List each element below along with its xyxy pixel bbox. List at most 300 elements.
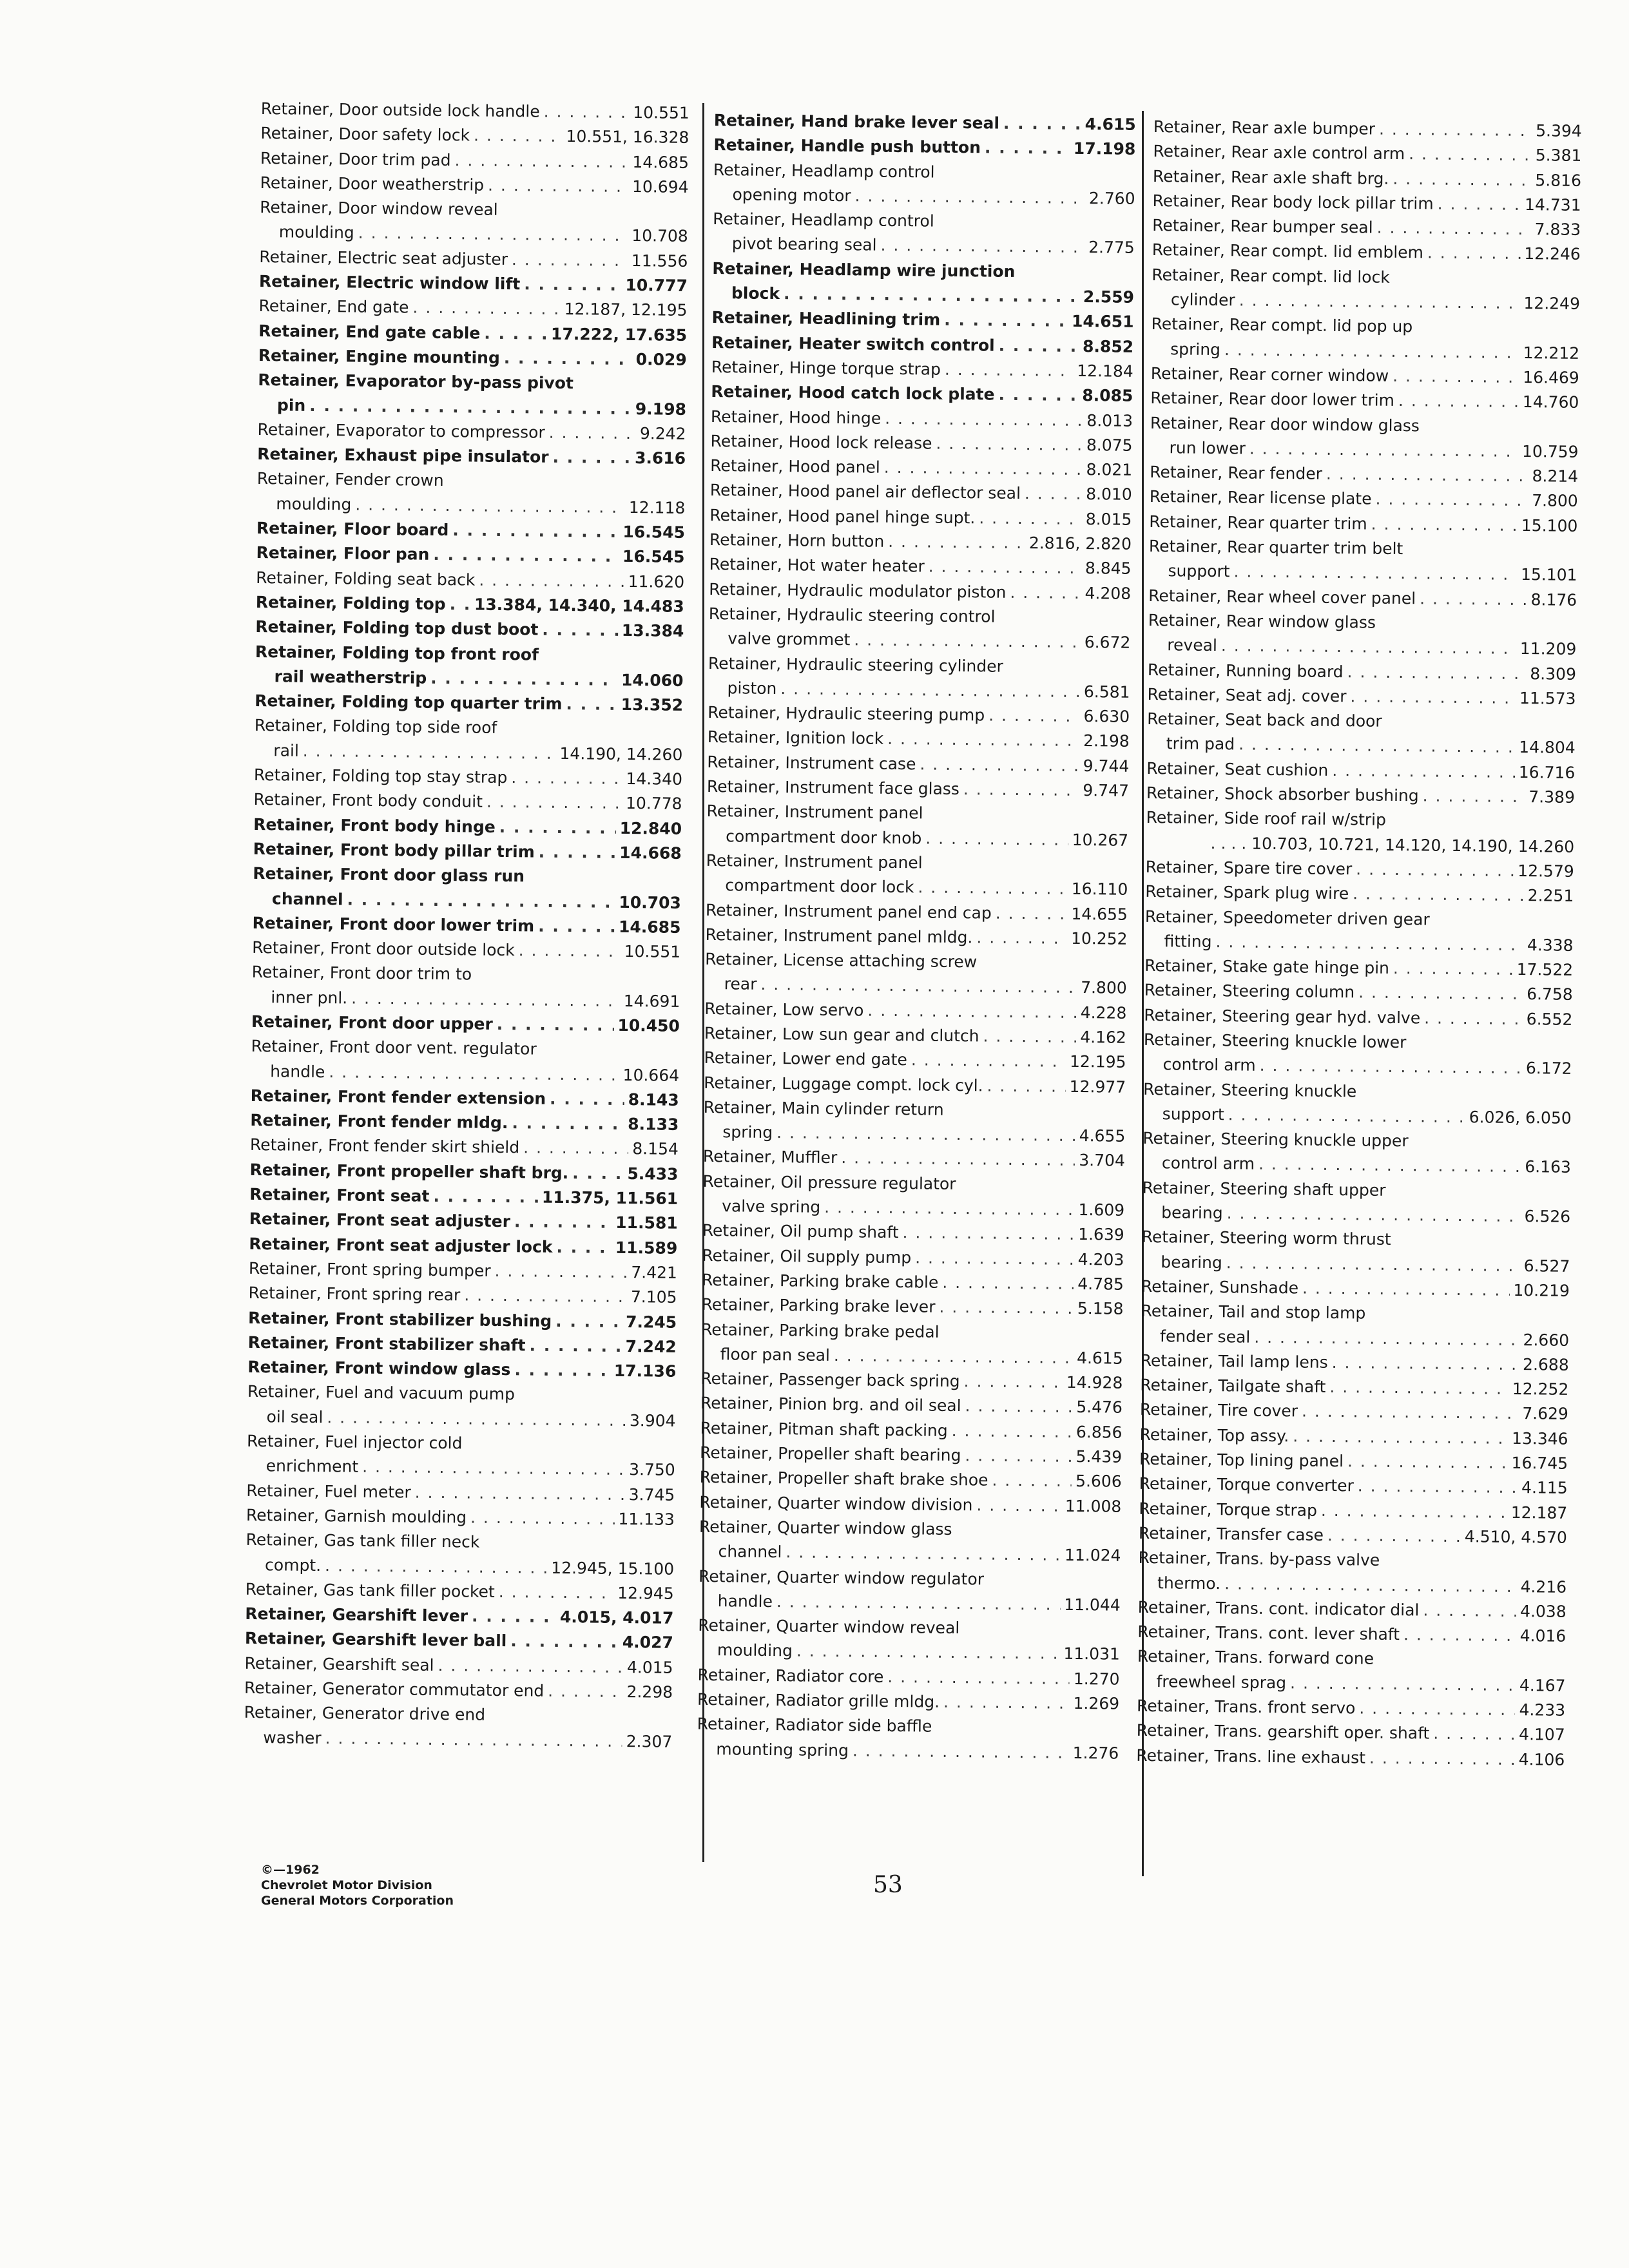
entry-page-ref: 2.816, 2.820 [1028, 533, 1132, 553]
entry-page-ref: 7.105 [630, 1287, 677, 1307]
leader-dots [1359, 1696, 1516, 1722]
index-entry [712, 256, 1135, 310]
entry-page-ref: 11.209 [1519, 639, 1577, 659]
leader-dots: . . . . [1210, 833, 1252, 853]
leader-dots [998, 383, 1078, 408]
leader-dots [987, 1073, 1065, 1099]
index-entry [703, 1095, 1126, 1149]
entry-page-ref: 10.551, 16.328 [566, 127, 689, 148]
leader-dots [1353, 882, 1524, 908]
entry-label: Retainer, Hood lock release [710, 431, 932, 453]
entry-label: Retainer, Hand brake lever seal [713, 110, 1000, 133]
index-entry [1141, 1225, 1570, 1279]
leader-dots [1393, 364, 1519, 390]
entry-label: Retainer, Instrument panel [706, 802, 923, 823]
leader-dots [412, 296, 561, 322]
index-entry [247, 1429, 676, 1483]
entry-page-ref: 5.606 [1075, 1472, 1122, 1492]
entry-label: Retainer, Rear body lock pillar trim [1152, 191, 1434, 213]
entry-label: Retainer, Rear compt. lid pop up [1151, 314, 1413, 336]
entry-label: Retainer, Electric window lift [258, 272, 521, 294]
entry-label: Retainer, Stake gate hinge pin [1144, 956, 1390, 977]
entry-label: Retainer, Low sun gear and clutch [704, 1023, 979, 1046]
entry-label: reveal [1167, 635, 1218, 655]
leader-dots [1358, 981, 1523, 1007]
leader-dots [887, 1665, 1070, 1691]
leader-dots [915, 1245, 1074, 1272]
index-entry [713, 133, 1135, 162]
entry-label: Retainer, Main cylinder return [703, 1097, 944, 1119]
entry-page-ref: 14.691 [623, 991, 680, 1011]
entry-label: Retainer, Front seat adjuster [249, 1209, 511, 1231]
index-entry [247, 1379, 676, 1434]
leader-dots [911, 1048, 1066, 1075]
entry-label: spring [1170, 339, 1221, 359]
entry-label: Retainer, Steering knuckle upper [1142, 1129, 1409, 1151]
entry-label: Retainer, Rear bumper seal [1152, 216, 1373, 237]
entry-page-ref: 12.187, 12.195 [564, 300, 688, 320]
index-entry [1150, 386, 1579, 415]
entry-page-ref: 14.668 [619, 843, 682, 863]
entry-label: Retainer, Folding top stay strap [253, 765, 508, 787]
index-entry [708, 651, 1130, 704]
entry-label: Retainer, Tail and stop lamp [1141, 1302, 1366, 1323]
leader-dots [853, 1738, 1069, 1765]
index-entry [1143, 1077, 1572, 1131]
entry-line [699, 1539, 1121, 1568]
entry-label: Retainer, Front seat adjuster lock [249, 1234, 553, 1256]
index-entry [254, 713, 683, 767]
leader-dots [918, 876, 1068, 902]
entry-label: Retainer, Spare tire cover [1145, 857, 1353, 879]
entry-label: Retainer, Front door upper [251, 1012, 493, 1033]
entry-label: Retainer, Generator commutator end [244, 1678, 545, 1700]
entry-page-ref: 3.616 [634, 448, 686, 468]
entry-page-ref: 10.450 [617, 1015, 680, 1035]
leader-dots [1403, 1622, 1516, 1648]
entry-page-ref: 12.249 [1523, 294, 1581, 314]
leader-dots [518, 938, 620, 964]
leader-dots [1423, 783, 1525, 809]
entry-page-ref: 12.195 [1069, 1052, 1126, 1072]
entry-label: fitting [1164, 932, 1212, 951]
leader-dots [1433, 1722, 1515, 1747]
entry-label: Retainer, Ignition lock [707, 727, 884, 749]
leader-dots [1326, 462, 1528, 489]
entry-label: Retainer, Instrument panel end cap [705, 900, 992, 923]
entry-page-ref: 14.685 [618, 917, 681, 937]
index-entry [1145, 879, 1574, 908]
leader-dots [944, 308, 1068, 334]
entry-page-ref: 2.775 [1088, 238, 1135, 258]
entry-page-ref: 12.212 [1523, 343, 1580, 363]
entry-page-ref: 14.340 [626, 769, 683, 789]
index-column-2 [697, 108, 1136, 1766]
index-entry [1137, 1644, 1566, 1698]
leader-dots [1239, 288, 1520, 316]
leader-dots [992, 1468, 1072, 1494]
entry-label: valve grommet [728, 629, 851, 649]
entry-page-ref: 8.852 [1082, 336, 1134, 356]
entry-label: Retainer, Fuel injector cold [246, 1431, 463, 1453]
entry-page-ref: 13.384 [621, 621, 684, 641]
leader-dots [1233, 560, 1517, 588]
leader-dots [303, 738, 556, 765]
index-entry [1142, 1176, 1571, 1230]
entry-label: Retainer, Hood panel [710, 456, 881, 477]
entry-page-ref: 12.184 [1077, 361, 1133, 381]
entry-label: Retainer, Lower end gate [704, 1048, 908, 1070]
entry-label: channel [271, 889, 343, 908]
entry-page-ref: 7.389 [1528, 787, 1576, 807]
leader-dots [976, 1493, 1061, 1519]
leader-dots [776, 1120, 1075, 1148]
entry-page-ref: 9.242 [639, 424, 686, 443]
leader-dots [325, 1726, 622, 1754]
entry-page-ref: 8.133 [628, 1115, 679, 1135]
entry-page-ref: 7.242 [625, 1336, 677, 1356]
index-entry [1152, 263, 1581, 317]
leader-dots [1224, 338, 1519, 365]
leader-dots [514, 1210, 612, 1236]
entry-page-ref: 4.027 [622, 1633, 674, 1653]
entry-page-ref: 10.703 [619, 892, 682, 912]
page-number: 53 [873, 1872, 903, 1898]
leader-dots [1332, 1350, 1519, 1377]
entry-page-ref: 14.651 [1071, 312, 1134, 332]
leader-dots [1302, 1399, 1519, 1427]
leader-dots [309, 393, 631, 421]
entry-page-ref: 4.510, 4.570 [1464, 1527, 1568, 1547]
entry-line [703, 1144, 1125, 1173]
entry-page-ref: 8.309 [1530, 664, 1577, 684]
entry-label: inner pnl. [271, 987, 348, 1008]
entry-label: Retainer, Electric seat adjuster [259, 247, 508, 269]
entry-page-ref: 14.190, 14.260 [559, 744, 683, 764]
entry-page-ref: 5.158 [1077, 1299, 1124, 1319]
leader-dots [1371, 512, 1518, 538]
entry-label: Retainer, Front seat [249, 1184, 430, 1206]
leader-dots [786, 1541, 1061, 1568]
index-entry [1141, 1299, 1570, 1353]
entry-label: Retainer, Folding top dust boot [255, 617, 539, 639]
leader-dots [824, 1195, 1075, 1222]
entry-page-ref: 11.375, 11.561 [541, 1187, 679, 1208]
entry-page-ref: 4.655 [1079, 1126, 1126, 1146]
entry-page-ref: 6.630 [1083, 707, 1130, 726]
entry-page-ref: 8.143 [628, 1090, 679, 1110]
leader-dots [1375, 487, 1528, 514]
entry-label: Retainer, Rear corner window [1150, 363, 1389, 385]
index-entry [699, 1515, 1121, 1568]
leader-dots [548, 1679, 623, 1705]
leader-dots [555, 1309, 622, 1334]
leader-dots [1350, 684, 1516, 711]
entry-line [255, 615, 684, 644]
index-entry [706, 849, 1128, 902]
entry-page-ref: 3.745 [628, 1485, 675, 1504]
entry-label: Retainer, Seat cushion [1146, 758, 1329, 780]
entry-label: Retainer, Hood hinge [710, 407, 882, 428]
entry-label: handle [717, 1591, 773, 1611]
entry-label: Retainer, Oil pressure regulator [702, 1171, 956, 1193]
leader-dots [1254, 1325, 1519, 1352]
index-entry [255, 639, 684, 693]
leader-dots [566, 692, 617, 717]
leader-dots [572, 1161, 624, 1186]
leader-dots [939, 1295, 1074, 1321]
leader-dots [472, 1604, 556, 1630]
entry-line [699, 1490, 1121, 1519]
entry-label: Retainer, Speedometer driven gear [1144, 907, 1430, 929]
entry-page-ref: 5.381 [1535, 146, 1582, 166]
leader-dots [976, 925, 1067, 951]
entry-page-ref: 11.581 [615, 1213, 678, 1233]
index-entry [258, 368, 687, 422]
entry-page-ref: 14.655 [1071, 904, 1128, 924]
entry-label: Retainer, Heater switch control [711, 332, 995, 355]
entry-label: Retainer, Front door trim to [251, 963, 472, 984]
entry-label: Retainer, Parking brake pedal [701, 1320, 940, 1341]
index-entry [246, 1528, 675, 1582]
entry-page-ref: 5.476 [1076, 1398, 1123, 1418]
leader-dots [549, 421, 637, 447]
leader-dots [1003, 111, 1081, 137]
leader-dots [780, 677, 1080, 704]
entry-label: Retainer, Rear window glass [1148, 610, 1376, 632]
leader-dots [963, 1369, 1063, 1395]
entry-label: Retainer, Rear wheel cover panel [1148, 586, 1416, 608]
leader-dots [484, 321, 547, 346]
entry-page-ref: 2.298 [626, 1682, 673, 1702]
entry-label: Retainer, Luggage compt. lock cyl. [704, 1073, 983, 1095]
entry-page-ref: 17.522 [1516, 960, 1574, 979]
entry-page-ref: 14.685 [632, 152, 689, 172]
index-entry [1152, 238, 1581, 267]
entry-line [713, 133, 1135, 162]
entry-page-ref: 10.778 [625, 794, 682, 814]
index-column-1 [244, 97, 689, 1754]
entry-page-ref: 7.421 [631, 1263, 678, 1282]
entry-page-ref: 16.545 [622, 547, 685, 567]
entry-page-ref: 12.252 [1512, 1379, 1569, 1399]
leader-dots [998, 333, 1079, 359]
entry-page-ref: 12.945 [617, 1583, 674, 1603]
index-entry [1143, 1028, 1572, 1082]
entry-label: Retainer, Folding top side roof [254, 716, 497, 738]
entry-page-ref: 4.015 [626, 1657, 673, 1677]
entry-page-ref: 10.777 [625, 276, 688, 296]
entry-label: Retainer, Gearshift lever [245, 1604, 468, 1626]
index-column-3 [1136, 115, 1582, 1773]
entry-page-ref: 8.010 [1086, 485, 1132, 505]
entry-label: Retainer, Rear compt. lid lock [1152, 265, 1390, 287]
entry-label: Retainer, Rear axle control arm [1153, 142, 1405, 164]
leader-dots [539, 840, 616, 865]
corporation-name: General Motors Corporation [261, 1894, 454, 1908]
entry-label: rail [273, 740, 300, 760]
entry-label: Retainer, Rear door lower trim [1150, 389, 1395, 410]
entry-page-ref: 1.276 [1072, 1743, 1119, 1763]
entry-page-ref: 0.029 [635, 350, 687, 369]
entry-page-ref: 8.214 [1532, 466, 1579, 486]
entry-page-ref: 4.203 [1077, 1249, 1124, 1269]
leader-dots [543, 100, 629, 126]
entry-label: Retainer, Instrument panel mldg. [705, 925, 973, 947]
leader-dots [983, 1024, 1076, 1050]
entry-label: Retainer, Radiator core [697, 1665, 884, 1686]
leader-dots [415, 1480, 625, 1507]
entry-label: Retainer, Hood panel air deflector seal [709, 481, 1021, 503]
leader-dots [511, 765, 622, 791]
leader-dots [552, 445, 631, 471]
entry-page-ref: 17.136 [613, 1361, 677, 1381]
entry-label: Retainer, Top assy. [1139, 1425, 1289, 1446]
index-entry [708, 602, 1131, 655]
entry-label: Retainer, Trans. cont. indicator dial [1137, 1597, 1420, 1620]
entry-label: Retainer, Propeller shaft bearing [699, 1443, 961, 1465]
entry-page-ref: 6.856 [1075, 1422, 1123, 1442]
entry-label: washer [263, 1727, 322, 1747]
entry-label: Retainer, Front stabilizer shaft [247, 1332, 526, 1355]
leader-dots [433, 543, 619, 569]
entry-label: Retainer, Hydraulic steering control [708, 604, 996, 626]
leader-dots [529, 1333, 621, 1359]
leader-dots [1215, 930, 1523, 957]
entry-label: trim pad [1166, 734, 1235, 754]
entry-label: compartment door lock [725, 876, 914, 897]
entry-page-ref: 4.615 [1084, 115, 1136, 134]
entry-label: block [731, 284, 780, 303]
entry-label: Retainer, Torque converter [1139, 1474, 1354, 1495]
leader-dots [928, 555, 1081, 581]
leader-dots [936, 431, 1083, 457]
entry-page-ref: 4.785 [1077, 1274, 1124, 1294]
leader-dots [1321, 1498, 1507, 1524]
leader-dots [965, 1443, 1072, 1469]
entry-page-ref: 10.252 [1070, 928, 1128, 948]
entry-page-ref: 1.269 [1073, 1693, 1120, 1713]
entry-label: enrichment [265, 1456, 359, 1477]
leader-dots [488, 173, 628, 200]
entry-label: Retainer, Passenger back spring [700, 1369, 960, 1391]
entry-page-ref: 11.589 [615, 1238, 678, 1258]
leader-dots [1010, 580, 1081, 605]
entry-page-ref: 4.216 [1520, 1577, 1567, 1597]
entry-label: moulding [717, 1640, 793, 1660]
entry-label: moulding [278, 222, 354, 243]
entry-page-ref: 3.904 [629, 1410, 676, 1430]
entry-page-ref: 16.469 [1523, 367, 1579, 387]
index-entry [253, 861, 682, 916]
entry-page-ref: 1.609 [1078, 1200, 1125, 1220]
leader-dots [512, 1111, 624, 1137]
entry-label: freewheel sprag [1156, 1671, 1287, 1692]
leader-dots [1369, 1745, 1515, 1772]
index-entry [698, 1613, 1121, 1667]
index-entry [701, 1293, 1123, 1321]
entry-label: Retainer, Radiator grille mldg. [697, 1689, 940, 1711]
entry-page-ref: 12.945, 15.100 [551, 1558, 675, 1579]
leader-dots [470, 1505, 615, 1532]
entry-label: Retainer, Trans. gearshift oper. shaft [1136, 1721, 1430, 1743]
index-entry [1138, 1546, 1567, 1600]
leader-dots [523, 1136, 629, 1162]
entry-label: Retainer, Engine mounting [258, 345, 500, 367]
index-entry [1150, 411, 1579, 465]
entry-label: Retainer, Pinion brg. and oil seal [700, 1394, 961, 1416]
entry-label: handle [270, 1061, 325, 1081]
leader-dots [1427, 241, 1521, 267]
entry-label: Retainer, Front body pillar trim [253, 839, 535, 861]
leader-dots [760, 972, 1077, 1000]
leader-dots [438, 1653, 623, 1680]
entry-page-ref: 6.526 [1524, 1207, 1571, 1226]
entry-label: rail weatherstrip [274, 667, 427, 687]
entry-label: run lower [1169, 438, 1246, 458]
entry-line [701, 1293, 1123, 1321]
entry-label: bearing [1161, 1252, 1223, 1272]
entry-label: Retainer, Headlamp wire junction [712, 258, 1016, 281]
entry-page-ref: 15.101 [1520, 565, 1577, 585]
leader-dots [430, 666, 617, 693]
entry-label: rear [724, 974, 757, 994]
entry-label: Retainer, Trans. cont. lever shaft [1137, 1622, 1400, 1644]
entry-label: Retainer, Rear quarter trim [1149, 512, 1367, 533]
leader-dots [556, 1235, 612, 1260]
entry-page-ref: 14.928 [1066, 1372, 1123, 1392]
leader-dots [329, 1060, 619, 1088]
entry-page-ref: 11.573 [1519, 688, 1576, 708]
entry-line [1142, 1151, 1571, 1180]
entry-label: Retainer, Spark plug wire [1145, 882, 1349, 903]
entry-page-ref: 4.115 [1521, 1478, 1568, 1498]
entry-page-ref: 8.845 [1084, 559, 1132, 579]
leader-dots [362, 1455, 625, 1483]
leader-dots [1302, 1276, 1510, 1303]
entry-label: Retainer, Hydraulic steering pump [708, 703, 985, 725]
leader-dots [499, 815, 616, 841]
entry-label: Retainer, Front spring bumper [248, 1258, 491, 1280]
entry-label: Retainer, Parking brake cable [701, 1270, 939, 1292]
index-entry [699, 1490, 1121, 1519]
entry-label: Retainer, Steering shaft upper [1142, 1178, 1386, 1200]
leader-dots [504, 346, 632, 372]
entry-label: Retainer, Instrument case [707, 752, 916, 774]
entry-label: Retainer, End gate [258, 296, 409, 317]
entry-page-ref: 7.833 [1534, 220, 1581, 240]
entry-label: Retainer, Pitman shaft packing [700, 1418, 948, 1440]
entry-page-ref: 12.187 [1510, 1503, 1568, 1523]
entry-page-ref: 8.021 [1086, 460, 1133, 479]
leader-dots [1226, 1251, 1520, 1278]
entry-line [697, 1736, 1119, 1765]
entry-label: control arm [1162, 1055, 1256, 1075]
entry-label: control arm [1161, 1153, 1255, 1174]
entry-label: Retainer, Transfer case [1138, 1523, 1324, 1544]
entry-label: Retainer, Hood catch lock plate [711, 382, 995, 404]
entry-label: Retainer, Rear door window glass [1150, 413, 1420, 435]
entry-label: Retainer, Door trim pad [260, 148, 451, 169]
entry-label: Retainer, Trans. front servo [1136, 1696, 1356, 1718]
entry-label: Retainer, Door outside lock handle [260, 99, 540, 121]
entry-label: Retainer, Tire cover [1139, 1400, 1298, 1421]
entry-label: valve spring [722, 1196, 821, 1216]
entry-page-ref: 12.840 [619, 818, 682, 838]
entry-page-ref: 5.394 [1536, 121, 1582, 140]
entry-label: Retainer, Steering column [1144, 981, 1355, 1002]
entry-page-ref: 5.439 [1075, 1447, 1123, 1466]
